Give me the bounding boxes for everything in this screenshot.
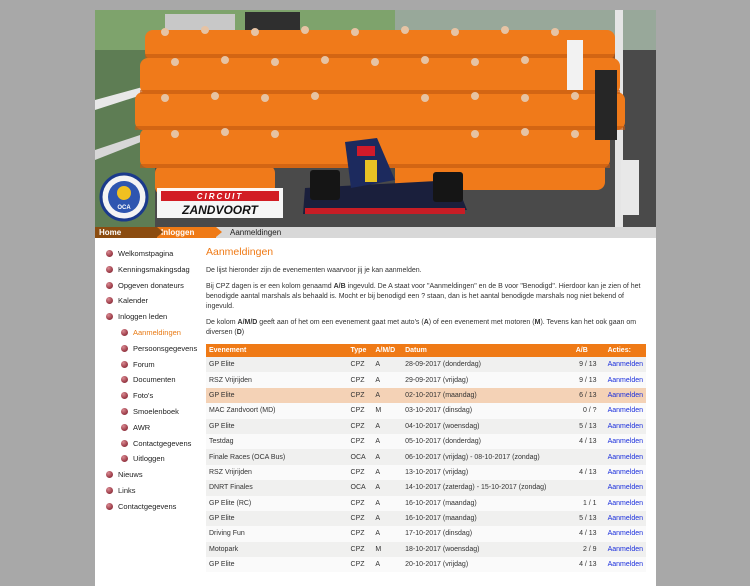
cell-actions [605, 526, 646, 541]
aanmelden-link[interactable]: Aanmelden [607, 422, 643, 430]
cell-amd: A [372, 511, 402, 526]
cell-amd: M [372, 403, 402, 418]
column-header-amd: A/M/D [372, 344, 402, 357]
page-title: Aanmeldingen [206, 246, 274, 258]
breadcrumb-home[interactable]: Home [95, 227, 161, 238]
cell-ab: 4 / 13 [573, 434, 605, 449]
cell-amd: M [372, 542, 402, 557]
cell-event: GP Elite [206, 511, 348, 526]
cell-type: CPZ [348, 388, 373, 403]
breadcrumb [95, 227, 656, 248]
page-container [95, 10, 656, 586]
cell-type: CPZ [348, 496, 373, 511]
oca-badge-logo [101, 174, 147, 220]
bullet-icon [106, 487, 113, 494]
cell-amd: A [372, 434, 402, 449]
cell-event: GP Elite [206, 388, 348, 403]
table-row [206, 372, 646, 387]
sidebar-item-contactgegevens-leden[interactable]: Contactgegevens [105, 438, 205, 454]
cell-ab: 5 / 13 [573, 511, 605, 526]
table-header-row [206, 344, 646, 357]
sidebar-item-fotos[interactable]: Foto's [105, 390, 205, 406]
cell-ab: 9 / 13 [573, 372, 605, 387]
cell-amd: A [372, 480, 402, 495]
cell-type: CPZ [348, 372, 373, 387]
cell-date: 13-10-2017 (vrijdag) [402, 465, 573, 480]
svg-text:OCA: OCA [117, 205, 131, 211]
cell-type: CPZ [348, 434, 373, 449]
events-table [206, 344, 646, 572]
sidebar-item-awr[interactable]: AWR [105, 422, 205, 438]
cell-event: MAC Zandvoort (MD) [206, 403, 348, 418]
breadcrumb-inloggen-leden[interactable]: Inloggen leden [157, 227, 216, 238]
cell-ab: 5 / 13 [573, 419, 605, 434]
bullet-icon [121, 392, 128, 399]
cell-event: Testdag [206, 434, 348, 449]
ab-explanation-text: Bij CPZ dagen is er een kolom genaamd A/B ingevuld. De A staat voor "Aanmeldingen" en de B voor "Benodigd". Hierdoor kan je zien of het benodigde aantal marshals als behaald is. Mocht er bij benodigd een ? staan, dan is het aantal benodigde marshals nog niet bekend of ingevuld. [206, 283, 641, 310]
breadcrumb-separator-icon [157, 227, 163, 237]
bullet-icon [121, 440, 128, 447]
table-row [206, 357, 646, 372]
bullet-icon [106, 250, 113, 257]
table-row [206, 403, 646, 418]
sidebar-item-documenten[interactable]: Documenten [105, 374, 205, 390]
aanmelden-link[interactable]: Aanmelden [607, 499, 643, 507]
cell-event: RSZ Vrijrijden [206, 372, 348, 387]
cell-ab: 4 / 13 [573, 526, 605, 541]
bullet-icon [106, 503, 113, 510]
cell-amd: A [372, 557, 402, 572]
cell-amd: A [372, 465, 402, 480]
banner-image [95, 10, 656, 227]
sidebar-nav [105, 248, 205, 517]
cell-date: 14-10-2017 (zaterdag) - 15-10-2017 (zondag) [402, 480, 573, 495]
main-content [206, 246, 646, 572]
bullet-icon [121, 376, 128, 383]
cell-date: 28-09-2017 (donderdag) [402, 357, 573, 372]
aanmelden-link[interactable]: Aanmelden [607, 484, 643, 492]
table-row [206, 419, 646, 434]
cell-amd: A [372, 496, 402, 511]
cell-date: 16-10-2017 (maandag) [402, 511, 573, 526]
sidebar-item-aanmeldingen[interactable]: Aanmeldingen [105, 327, 205, 343]
bullet-icon [106, 471, 113, 478]
aanmelden-link[interactable]: Aanmelden [607, 438, 643, 446]
table-row [206, 542, 646, 557]
sidebar-item-uitloggen[interactable]: Uitloggen [105, 453, 205, 469]
cell-date: 18-10-2017 (woensdag) [402, 542, 573, 557]
cell-actions [605, 449, 646, 464]
cell-date: 03-10-2017 (dinsdag) [402, 403, 573, 418]
cell-date: 29-09-2017 (vrijdag) [402, 372, 573, 387]
aanmelden-link[interactable]: Aanmelden [607, 453, 643, 461]
cell-event: Motopark [206, 542, 348, 557]
cell-type: CPZ [348, 557, 373, 572]
cell-actions [605, 403, 646, 418]
cell-date: 16-10-2017 (maandag) [402, 496, 573, 511]
cell-ab: 6 / 13 [573, 388, 605, 403]
aanmelden-link[interactable]: Aanmelden [607, 530, 643, 538]
header-banner-photo [95, 10, 656, 227]
cell-ab: 0 / ? [573, 403, 605, 418]
cell-actions [605, 357, 646, 372]
aanmelden-link[interactable]: Aanmelden [607, 515, 643, 523]
cell-type: OCA [348, 449, 373, 464]
table-row [206, 465, 646, 480]
table-row [206, 434, 646, 449]
svg-text:ZANDVOORT: ZANDVOORT [182, 203, 258, 217]
sidebar-item-contactgegevens[interactable]: Contactgegevens [105, 501, 205, 517]
cell-event: RSZ Vrijrijden [206, 465, 348, 480]
cell-actions [605, 496, 646, 511]
cell-ab: 9 / 13 [573, 357, 605, 372]
breadcrumb-current: Aanmeldingen [230, 228, 282, 237]
sidebar-item-welkomstpagina[interactable]: Welkomstpagina [105, 248, 205, 264]
intro-text: De lijst hieronder zijn de evenementen waarvoor jij je kan aanmelden. [206, 267, 422, 274]
sidebar-item-persoonsgegevens[interactable]: Persoonsgegevens [105, 343, 205, 359]
cell-ab: 4 / 13 [573, 465, 605, 480]
cell-event: GP Elite [206, 419, 348, 434]
cell-actions [605, 419, 646, 434]
sidebar-item-forum[interactable]: Forum [105, 359, 205, 375]
aanmelden-link[interactable]: Aanmelden [607, 391, 643, 399]
cell-date: 04-10-2017 (woensdag) [402, 419, 573, 434]
aanmelden-link[interactable]: Aanmelden [607, 407, 643, 415]
bullet-icon [106, 266, 113, 273]
cell-event: GP Elite [206, 557, 348, 572]
bullet-icon [121, 408, 128, 415]
cell-type: CPZ [348, 403, 373, 418]
cell-actions [605, 465, 646, 480]
bullet-icon [121, 361, 128, 368]
column-header-actions: Acties: [605, 344, 646, 357]
cell-type: CPZ [348, 465, 373, 480]
cell-amd: A [372, 526, 402, 541]
table-row [206, 526, 646, 541]
cell-amd: A [372, 388, 402, 403]
cell-ab [573, 480, 605, 495]
cell-type: CPZ [348, 511, 373, 526]
bullet-icon [121, 424, 128, 431]
cell-actions [605, 511, 646, 526]
aanmelden-link[interactable]: Aanmelden [607, 468, 643, 476]
column-header-ab: A/B [573, 344, 605, 357]
bullet-icon [121, 329, 128, 336]
cell-actions [605, 434, 646, 449]
cell-event: GP Elite [206, 357, 348, 372]
bullet-icon [106, 282, 113, 289]
table-row [206, 449, 646, 464]
table-row [206, 511, 646, 526]
cell-type: CPZ [348, 357, 373, 372]
cell-amd: A [372, 357, 402, 372]
aanmelden-link[interactable]: Aanmelden [607, 561, 643, 569]
cell-type: CPZ [348, 526, 373, 541]
cell-amd: A [372, 449, 402, 464]
cell-type: CPZ [348, 542, 373, 557]
cell-type: OCA [348, 480, 373, 495]
cell-actions [605, 480, 646, 495]
cell-actions [605, 388, 646, 403]
sidebar-item-kalender[interactable]: Kalender [105, 295, 205, 311]
cell-date: 20-10-2017 (vrijdag) [402, 557, 573, 572]
sidebar-item-kenningsmakingsdag[interactable]: Kenningsmakingsdag [105, 264, 205, 280]
cell-ab: 2 / 9 [573, 542, 605, 557]
bullet-icon [106, 297, 113, 304]
cell-date: 17-10-2017 (dinsdag) [402, 526, 573, 541]
cell-amd: A [372, 419, 402, 434]
breadcrumb-separator-icon [216, 227, 222, 237]
circuit-zandvoort-logo [157, 188, 283, 218]
table-row [206, 480, 646, 495]
cell-amd: A [372, 372, 402, 387]
cell-ab [573, 449, 605, 464]
cell-ab: 4 / 13 [573, 557, 605, 572]
cell-event: Driving Fun [206, 526, 348, 541]
sidebar-item-links[interactable]: Links [105, 485, 205, 501]
aanmelden-link[interactable]: Aanmelden [607, 361, 643, 369]
cell-actions [605, 372, 646, 387]
bullet-icon [121, 345, 128, 352]
cell-date: 02-10-2017 (maandag) [402, 388, 573, 403]
cell-type: CPZ [348, 419, 373, 434]
svg-text:CIRCUIT: CIRCUIT [196, 192, 244, 201]
sidebar-item-inloggen-leden[interactable]: Inloggen leden [105, 311, 205, 327]
cell-event: GP Elite (RC) [206, 496, 348, 511]
sidebar-item-smoelenboek[interactable]: Smoelenboek [105, 406, 205, 422]
aanmelden-link[interactable]: Aanmelden [607, 545, 643, 553]
bullet-icon [121, 455, 128, 462]
amd-explanation-text: De kolom A/M/D geeft aan of het om een evenement gaat met auto's (A) of een evenement met motoren (M). Tevens kan het ook gaan om diversen (D) [206, 319, 637, 336]
table-row [206, 496, 646, 511]
cell-actions [605, 557, 646, 572]
table-row [206, 557, 646, 572]
aanmelden-link[interactable]: Aanmelden [607, 376, 643, 384]
cell-ab: 1 / 1 [573, 496, 605, 511]
column-header-event: Evenement [206, 344, 348, 357]
bullet-icon [106, 313, 113, 320]
column-header-date: Datum [402, 344, 573, 357]
cell-event: Finale Races (OCA Bus) [206, 449, 348, 464]
table-row [206, 388, 646, 403]
column-header-type: Type [348, 344, 373, 357]
cell-event: DNRT Finales [206, 480, 348, 495]
cell-date: 06-10-2017 (vrijdag) - 08-10-2017 (zondag) [402, 449, 573, 464]
cell-date: 05-10-2017 (donderdag) [402, 434, 573, 449]
sidebar-item-opgeven-donateurs[interactable]: Opgeven donateurs [105, 280, 205, 296]
cell-actions [605, 542, 646, 557]
sidebar-item-nieuws[interactable]: Nieuws [105, 469, 205, 485]
